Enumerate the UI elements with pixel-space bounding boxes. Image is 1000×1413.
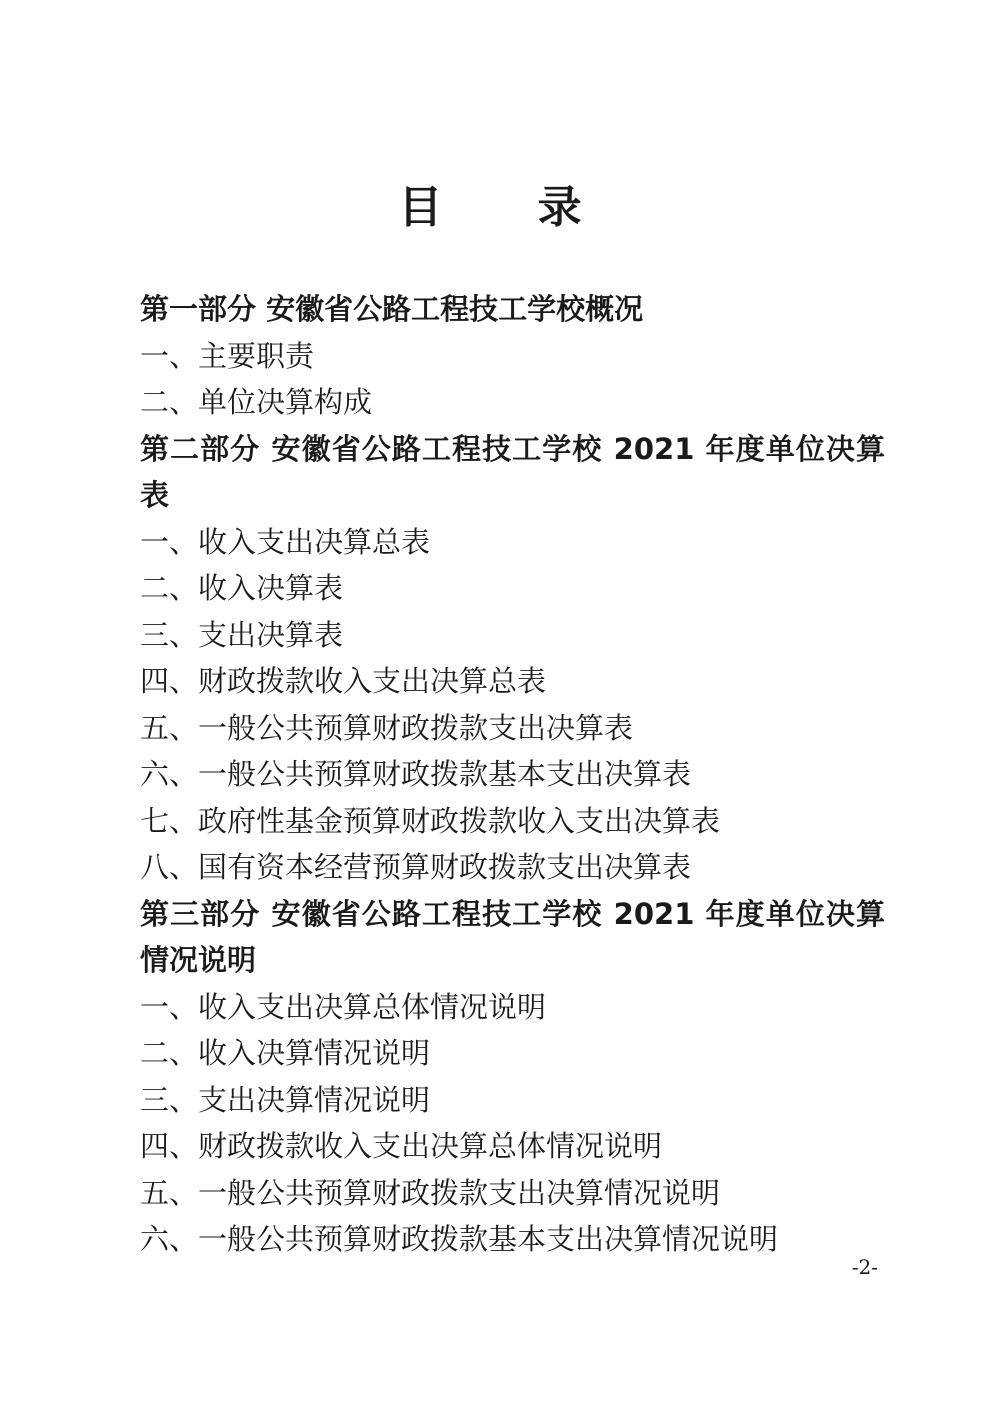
toc-item: 二、收入决算情况说明: [140, 1036, 431, 1070]
toc-item: 五、一般公共预算财政拨款支出决算表: [140, 710, 634, 745]
toc-item: 一、收入支出决算总表: [140, 524, 431, 559]
toc-item: 四、财政拨款收入支出决算总表: [140, 664, 547, 698]
toc-item: 四、财政拨款收入支出决算总体情况说明: [140, 1129, 663, 1163]
page-title: 目 录: [398, 182, 622, 233]
toc-item: 五、一般公共预算财政拨款支出决算情况说明: [140, 1175, 721, 1210]
toc-item: 八、国有资本经营预算财政拨款支出决算表: [140, 850, 692, 884]
toc-item: 二、收入决算表: [140, 571, 344, 605]
toc-item: 三、支出决算情况说明: [140, 1082, 431, 1117]
toc-section-2: 第二部分 安徽省公路工程技工学校 2021 年度单位决算表: [140, 431, 885, 512]
toc-section-3: 第三部分 安徽省公路工程技工学校 2021 年度单位决算情况说明: [140, 896, 885, 977]
toc-item: 一、主要职责: [140, 338, 315, 373]
table-of-contents: [140, 286, 885, 1263]
toc-item: 六、一般公共预算财政拨款基本支出决算情况说明: [140, 1222, 779, 1256]
toc-item: 三、支出决算表: [140, 617, 344, 652]
toc-item: 一、收入支出决算总体情况说明: [140, 989, 547, 1024]
toc-item: 二、单位决算构成: [140, 385, 373, 419]
toc-item: 六、一般公共预算财政拨款基本支出决算表: [140, 757, 692, 791]
page-number: -2-: [851, 1255, 878, 1279]
toc-item: 七、政府性基金预算财政拨款收入支出决算表: [140, 803, 721, 838]
toc-section-1: 第一部分 安徽省公路工程技工学校概况: [140, 292, 644, 326]
